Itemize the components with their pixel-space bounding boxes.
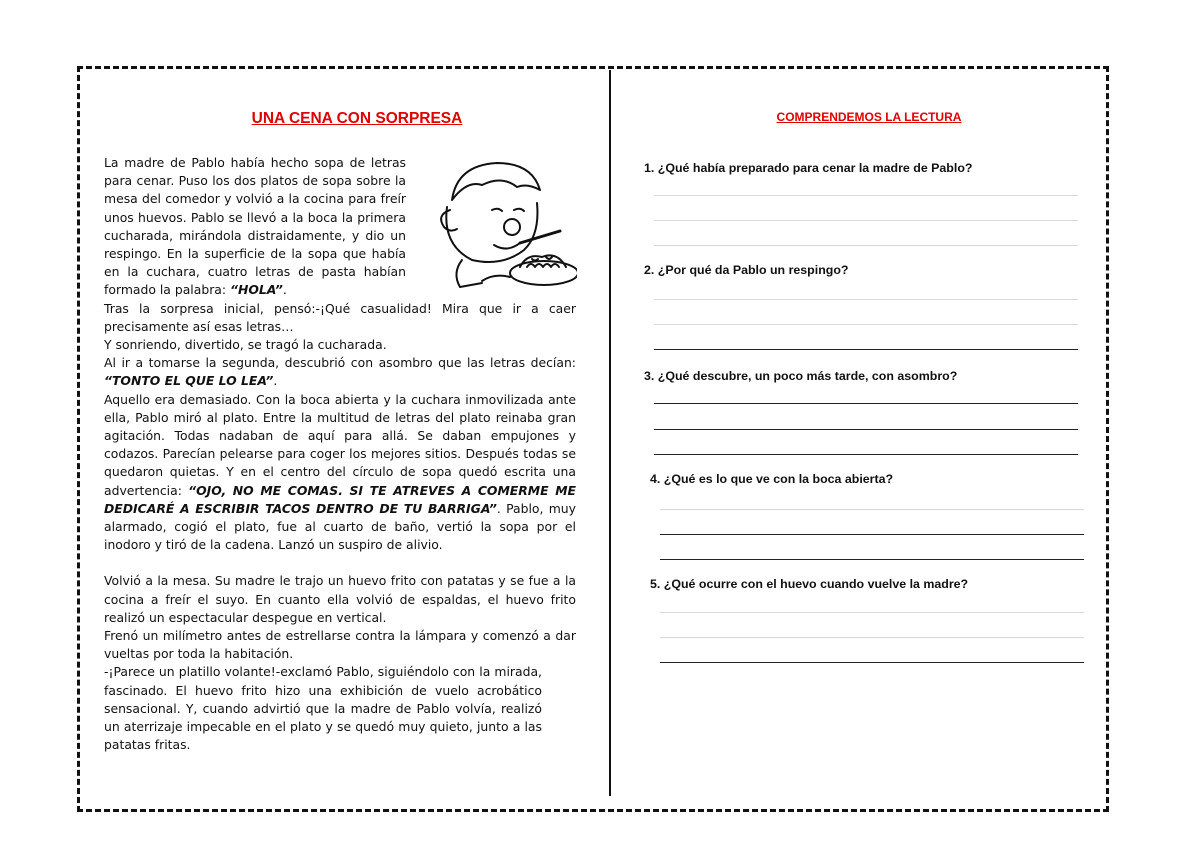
punctuation: . (273, 373, 278, 389)
question-3: 3. ¿Qué descubre, un poco más tarde, con asombro? (644, 369, 958, 383)
question-5: 5. ¿Qué ocurre con el huevo cuando vuelve la madre? (650, 577, 969, 591)
answer-line-3a[interactable] (654, 403, 1078, 404)
answer-line-3b[interactable] (654, 429, 1078, 430)
answer-line-5a[interactable] (660, 612, 1084, 613)
story-paragraph-5 (104, 391, 576, 555)
story-paragraph-4-text: Al ir a tomarse la segunda, descubrió con asombro que las letras decían: (104, 355, 576, 371)
answer-line-2a[interactable] (654, 299, 1078, 300)
questions-title: COMPRENDEMOS LA LECTURA (776, 110, 962, 124)
word-hola: “HOLA” (230, 282, 283, 298)
answer-line-1a[interactable] (654, 195, 1078, 196)
answer-line-3c[interactable] (654, 454, 1078, 455)
answer-line-2c[interactable] (654, 349, 1078, 350)
story-paragraph-4 (104, 354, 576, 390)
answer-line-1c[interactable] (654, 245, 1078, 246)
punctuation: . (282, 282, 287, 298)
question-1: 1. ¿Qué había preparado para cenar la madre de Pablo? (644, 161, 973, 175)
column-divider (609, 70, 611, 796)
story-paragraph-1-text: La madre de Pablo había hecho sopa de letras para cenar. Puso los dos platos de sopa sobre la mesa del comedor y volvió a la cocina para freír unos huevos. Pablo se llevó a la boca la primera cucharada, mirándola distraidamente, y dio un respingo. En la superficie de la sopa que había en la cuchara, cuatro letras de pasta habían formado la palabra: (104, 155, 406, 298)
answer-line-1b[interactable] (654, 220, 1078, 221)
phrase-advertencia: “OJO, NO ME COMAS. SI TE ATREVES A COMERME ME DEDICARÉ A ESCRIBIR TACOS DENTRO DE TU BARRIGA” (104, 482, 576, 516)
story-paragraph-2: Tras la sorpresa inicial, pensó:-¡Qué casualidad! Mira que ir a caer precisamente así esas letras… (104, 300, 576, 334)
answer-line-5b[interactable] (660, 637, 1084, 638)
story-paragraph-8: -¡Parece un platillo volante!-exclamó Pablo, siguiéndolo con la mirada, fascinado. El huevo frito hizo una exhibición de vuelo acrobático sensacional. Y, cuando advirtió que la madre de Pablo volvía, realizó un aterrizaje impecable en el plato y se quedó muy quieto, junto a las patatas fritas. (104, 664, 542, 753)
answer-line-4c[interactable] (660, 559, 1084, 560)
story-paragraph-6: Volvió a la mesa. Su madre le trajo un huevo frito con patatas y se fue a la cocina a freír el suyo. En cuanto ella volvió de espaldas, el huevo frito realizó un espectacular despegue en vertical. (104, 573, 576, 625)
answer-line-4b[interactable] (660, 534, 1084, 535)
story-paragraph-7: Frenó un milímetro antes de estrellarse contra la lámpara y comenzó a dar vueltas por toda la habitación. (104, 628, 576, 662)
question-4: 4. ¿Qué es lo que ve con la boca abierta? (650, 472, 894, 486)
question-2: 2. ¿Por qué da Pablo un respingo? (644, 263, 849, 277)
story-paragraph-1 (104, 154, 406, 300)
answer-line-5c[interactable] (660, 662, 1084, 663)
answer-line-4a[interactable] (660, 509, 1084, 510)
story-title: UNA CENA CON SORPRESA (251, 110, 463, 127)
phrase-tonto: “TONTO EL QUE LO LEA” (104, 373, 274, 389)
answer-line-2b[interactable] (654, 324, 1078, 325)
paragraph-gap (104, 554, 576, 572)
story-paragraph-3: Y sonriendo, divertido, se tragó la cucharada. (104, 337, 387, 353)
boy-eating-soup-icon (432, 155, 577, 295)
story-paragraph-5-end: . Pablo, muy alarmado, cogió el plato, fue al cuarto de baño, vertió la sopa por el inodoro y tiró de la cadena. Lanzó un suspiro de alivio. (104, 500, 576, 553)
story-paragraph-5-text: Aquello era demasiado. Con la boca abierta y la cuchara inmovilizada ante ella, Pablo miró al plato. Entre la multitud de letras del plato reinaba gran agitación. Todas nadaban de aquí para allá. Se daban empujones y codazos. Parecían pelearse para coger los mejores sitios. Después todas se quedaron quietas. Y en el centro del círculo de sopa quedó escrita una advertencia: (104, 391, 576, 498)
questions-column (640, 110, 1090, 124)
